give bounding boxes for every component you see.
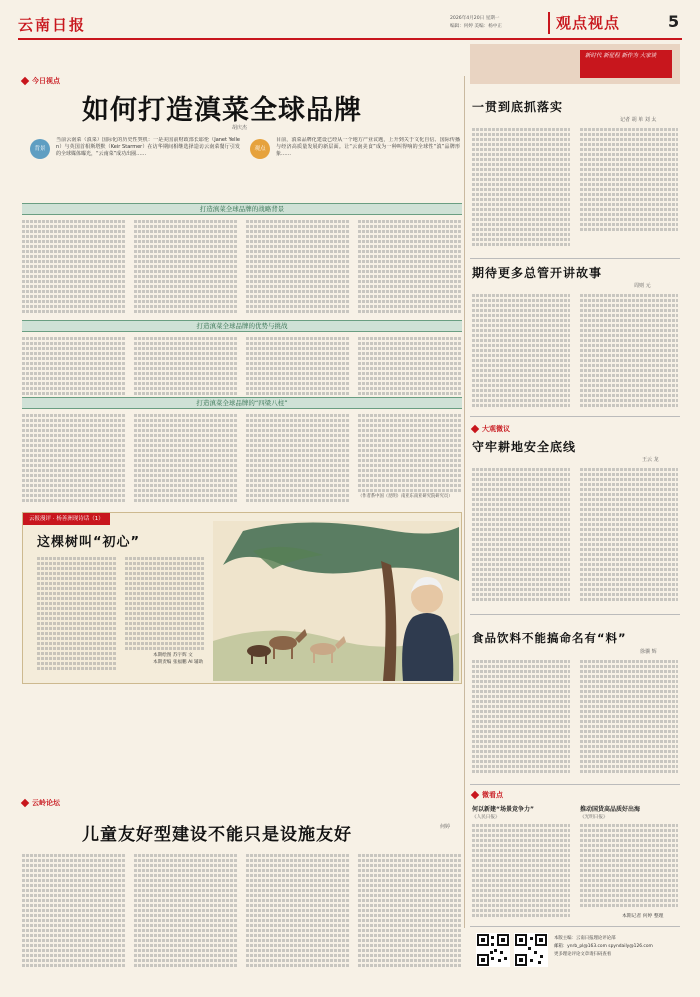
viewpoint-text: 目前，滇菜品牌化建设已经从一个地方产业议题，上升到关于文化自信、国际传播与经济高质量发展的新层面。让“云南美食”成为一种叫得响的全球性“滇”品牌形象…… bbox=[276, 137, 460, 158]
text-column bbox=[246, 852, 349, 970]
text-column bbox=[22, 412, 125, 504]
subheading-2: 打造滇菜全球品牌的优势与挑战 bbox=[22, 320, 462, 332]
side4-title: 食品饮料不能搞命名有“料” bbox=[472, 631, 627, 645]
divider bbox=[470, 416, 680, 417]
lead-author: 胡庆杰 bbox=[232, 125, 248, 131]
text-column bbox=[472, 292, 570, 410]
micro-editor: 本期记者 何婷 整理 bbox=[622, 914, 664, 919]
text-column bbox=[358, 218, 462, 316]
side3-section-tag: 大观微议 bbox=[472, 424, 510, 434]
viewpoint-box bbox=[246, 135, 462, 193]
lead-body-3 bbox=[22, 412, 462, 504]
micro-section-tag: 微看点 bbox=[472, 790, 503, 800]
lead-body-2 bbox=[22, 335, 462, 395]
side3-body bbox=[472, 466, 678, 606]
column-divider bbox=[464, 76, 465, 928]
text-column bbox=[580, 292, 678, 410]
qr-code-icon[interactable] bbox=[476, 933, 510, 967]
text-column bbox=[22, 218, 125, 316]
right-header-band bbox=[470, 44, 680, 84]
divider bbox=[470, 258, 680, 259]
divider bbox=[470, 614, 680, 615]
text-column bbox=[246, 218, 349, 316]
forum-body bbox=[22, 852, 462, 970]
contact-info bbox=[554, 935, 678, 959]
text-column bbox=[37, 555, 117, 673]
lead-title: 如何打造滇菜全球品牌 bbox=[82, 95, 362, 126]
section-title: 观点视点 bbox=[556, 14, 621, 32]
background-box bbox=[22, 135, 242, 193]
text-column bbox=[246, 412, 349, 504]
micro-item2-source: 《光明日报》 bbox=[580, 815, 608, 820]
text-column bbox=[134, 852, 237, 970]
micro-item2-title: 推动国货高品质好出海 bbox=[580, 806, 641, 813]
viewpoint-label: 观点 bbox=[250, 139, 270, 159]
campaign-badge: 新时代 新征程 新作为 大家谈 bbox=[580, 50, 672, 78]
essay-title: 这棵树叫“初心” bbox=[37, 535, 141, 550]
newspaper-logo: 云南日报 bbox=[18, 16, 87, 34]
background-text: 当前云南菜（滇菜）国际化的历史性契机：一是美国前财政部长耶伦（Janet Yellen）与英国首相斯塔默（Keir Starmer）在访华期间相继选择造访云南菜餐厅引发的全球媒体曝光，“云南菜”成功出圈…… bbox=[56, 137, 240, 158]
masthead-rule bbox=[18, 38, 682, 40]
contact-box bbox=[470, 926, 680, 972]
essay-box bbox=[22, 512, 462, 684]
side3-author: 王云 龙 bbox=[642, 457, 659, 463]
page-number: 5 bbox=[668, 12, 680, 31]
divider bbox=[470, 784, 680, 785]
background-label: 背景 bbox=[30, 139, 50, 159]
subheading-1: 打造滇菜全球品牌的战略背景 bbox=[22, 203, 462, 215]
essay-tag: 云报漫评 · 杨善洲现诗话（1） bbox=[23, 513, 110, 525]
credit-line-1: 本期绘图 苏宇辉 文 bbox=[153, 653, 193, 658]
essay-credit bbox=[153, 653, 203, 666]
masthead bbox=[18, 12, 682, 38]
side4-body bbox=[472, 658, 678, 776]
text-column bbox=[472, 126, 570, 250]
text-column bbox=[246, 335, 349, 395]
lead-section-tag: 今日视点 bbox=[22, 76, 60, 86]
forum-title: 儿童友好型建设不能只是设施友好 bbox=[82, 825, 352, 845]
lead-footer-note: （作者系中国（昆明）南亚东南亚研究院研究员） bbox=[358, 494, 453, 499]
side1-title: 一贯到底抓落实 bbox=[472, 100, 564, 114]
lead-body-1 bbox=[22, 218, 462, 316]
side3-title: 守牢耕地安全底线 bbox=[472, 440, 577, 454]
side2-body bbox=[472, 292, 678, 410]
illustration-old-man-with-horses bbox=[213, 521, 459, 681]
date-line: 2026年4月20日 星期一 bbox=[450, 16, 500, 21]
side2-title: 期待更多总管开讲故事 bbox=[472, 266, 603, 280]
side2-author: 周则 元 bbox=[634, 283, 651, 289]
qr-code-icon[interactable] bbox=[514, 933, 548, 967]
editor-line: 编辑：何婷 美编：杨中正 bbox=[450, 24, 502, 29]
text-column bbox=[22, 852, 125, 970]
contact-line-1: 本版主编：云南日报理论评论部 bbox=[554, 936, 616, 941]
side1-author: 记者 胡 单 刘 太 bbox=[620, 117, 657, 123]
text-column bbox=[125, 555, 205, 651]
text-column bbox=[580, 466, 678, 606]
text-column bbox=[580, 126, 678, 236]
text-column bbox=[472, 658, 570, 776]
text-column bbox=[22, 335, 125, 395]
text-column bbox=[580, 658, 678, 776]
forum-section-tag: 云岭论坛 bbox=[22, 798, 60, 808]
micro-item2-body bbox=[580, 822, 678, 908]
text-column bbox=[358, 412, 462, 492]
contact-email[interactable]: 邮箱：ynrb_pl@163.com spyndaily@126.com bbox=[554, 944, 653, 949]
text-column bbox=[358, 852, 462, 970]
text-column bbox=[134, 412, 237, 504]
forum-author: 何婷 bbox=[440, 824, 451, 830]
side4-author: 徐骥 辉 bbox=[640, 649, 657, 655]
micro-item1-title: 何以新建“场景竞争力” bbox=[472, 806, 534, 813]
credit-line-2: 本期责编 张福鹏 AI 辅助 bbox=[153, 659, 204, 665]
text-column bbox=[134, 335, 237, 395]
micro-item1-body bbox=[472, 822, 570, 918]
micro-item1-source: 《人民日报》 bbox=[472, 815, 500, 820]
text-column bbox=[358, 335, 462, 395]
text-column bbox=[472, 466, 570, 606]
subheading-3: 打造滇菜全球品牌的“四梁八柱” bbox=[22, 397, 462, 409]
text-column bbox=[134, 218, 237, 316]
contact-line-3: 更多理论评论文章请扫码查看 bbox=[554, 952, 612, 957]
side1-body bbox=[472, 126, 678, 250]
masthead-divider bbox=[548, 12, 550, 34]
